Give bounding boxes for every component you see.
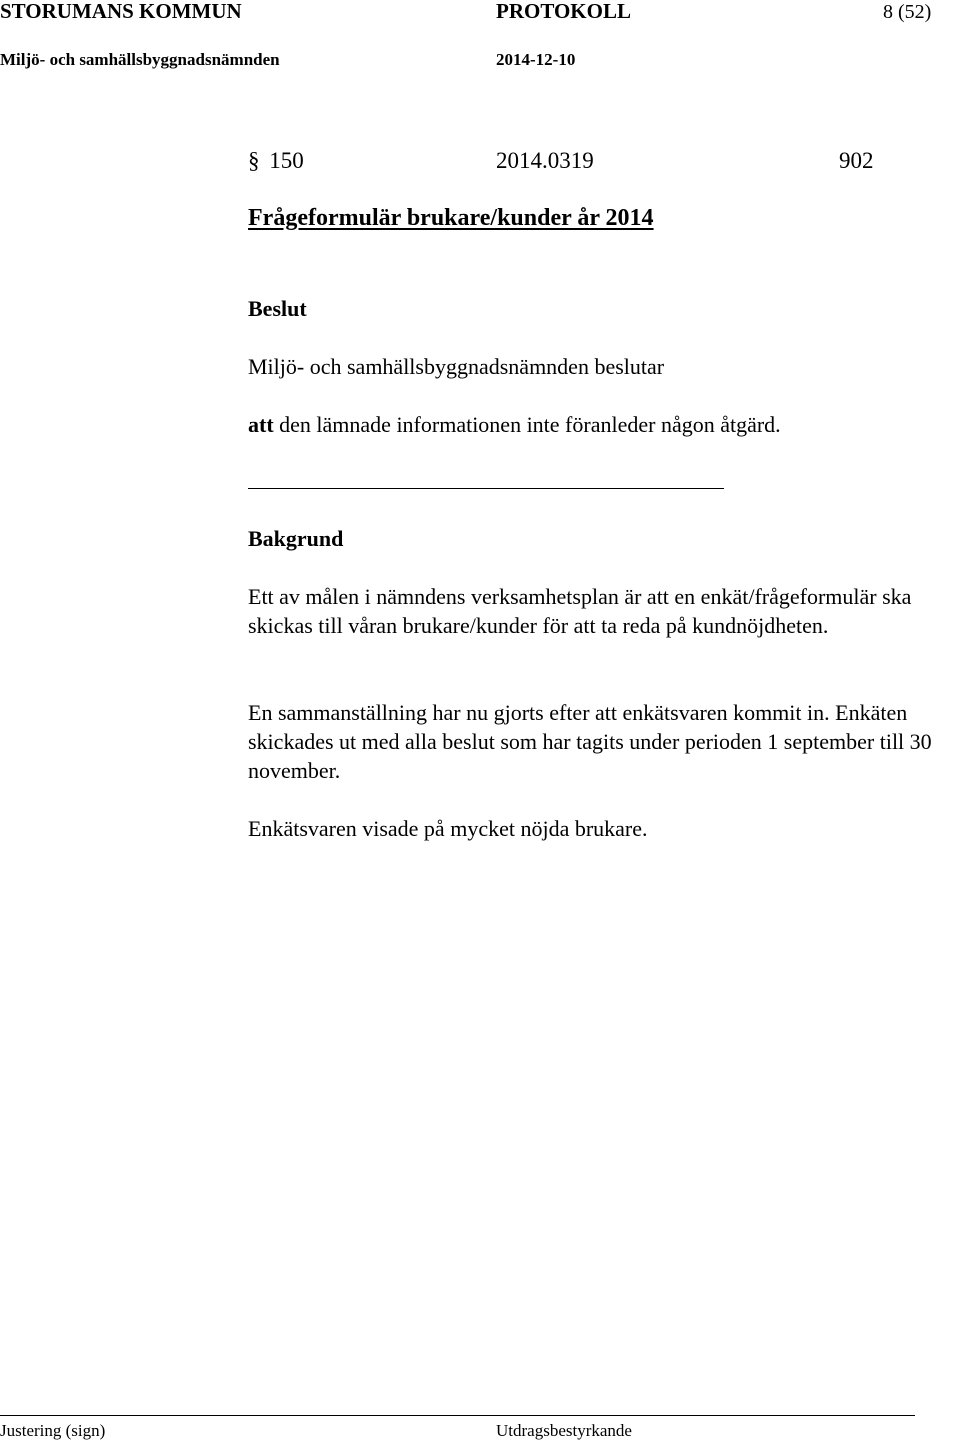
decision-heading: Beslut bbox=[248, 296, 307, 321]
section-number: 150 bbox=[269, 148, 304, 173]
committee-name: Miljö- och samhällsbyggnadsnämnden bbox=[0, 50, 280, 69]
decision-att-clause bbox=[248, 410, 781, 439]
section-symbol: § bbox=[248, 148, 260, 173]
section-divider bbox=[248, 488, 724, 489]
att-text: den lämnade informationen inte föranleder någon åtgärd. bbox=[273, 412, 781, 437]
municipality-name: STORUMANS KOMMUN bbox=[0, 0, 242, 23]
document-type: PROTOKOLL bbox=[496, 0, 631, 23]
page-number: 8 (52) bbox=[883, 1, 932, 23]
background-paragraph-1: Ett av målen i nämndens verksamhetsplan är att en enkät/frågeformulär ska skickas till våran brukare/kunder för att ta reda på kundnöjdheten. bbox=[248, 584, 912, 638]
decision-intro: Miljö- och samhällsbyggnadsnämnden beslutar bbox=[248, 354, 665, 379]
case-title: Frågeformulär brukare/kunder år 2014 bbox=[248, 205, 654, 231]
background-heading: Bakgrund bbox=[248, 526, 344, 551]
background-paragraph-3: Enkätsvaren visade på mycket nöjda brukare. bbox=[248, 816, 648, 841]
case-code: 902 bbox=[839, 148, 874, 173]
footer-rule bbox=[0, 1415, 915, 1416]
background-paragraph-2: En sammanställning har nu gjorts efter att enkätsvaren kommit in. Enkäten skickades ut med alla beslut som har tagits under perioden 1 september till 30 november. bbox=[248, 700, 932, 783]
footer-utdragsbestyrkande: Utdragsbestyrkande bbox=[496, 1421, 632, 1440]
case-number: 2014.0319 bbox=[496, 148, 594, 173]
case-line bbox=[248, 146, 304, 175]
footer-justering: Justering (sign) bbox=[0, 1421, 106, 1440]
meeting-date: 2014-12-10 bbox=[496, 50, 576, 69]
att-word: att bbox=[248, 412, 274, 437]
